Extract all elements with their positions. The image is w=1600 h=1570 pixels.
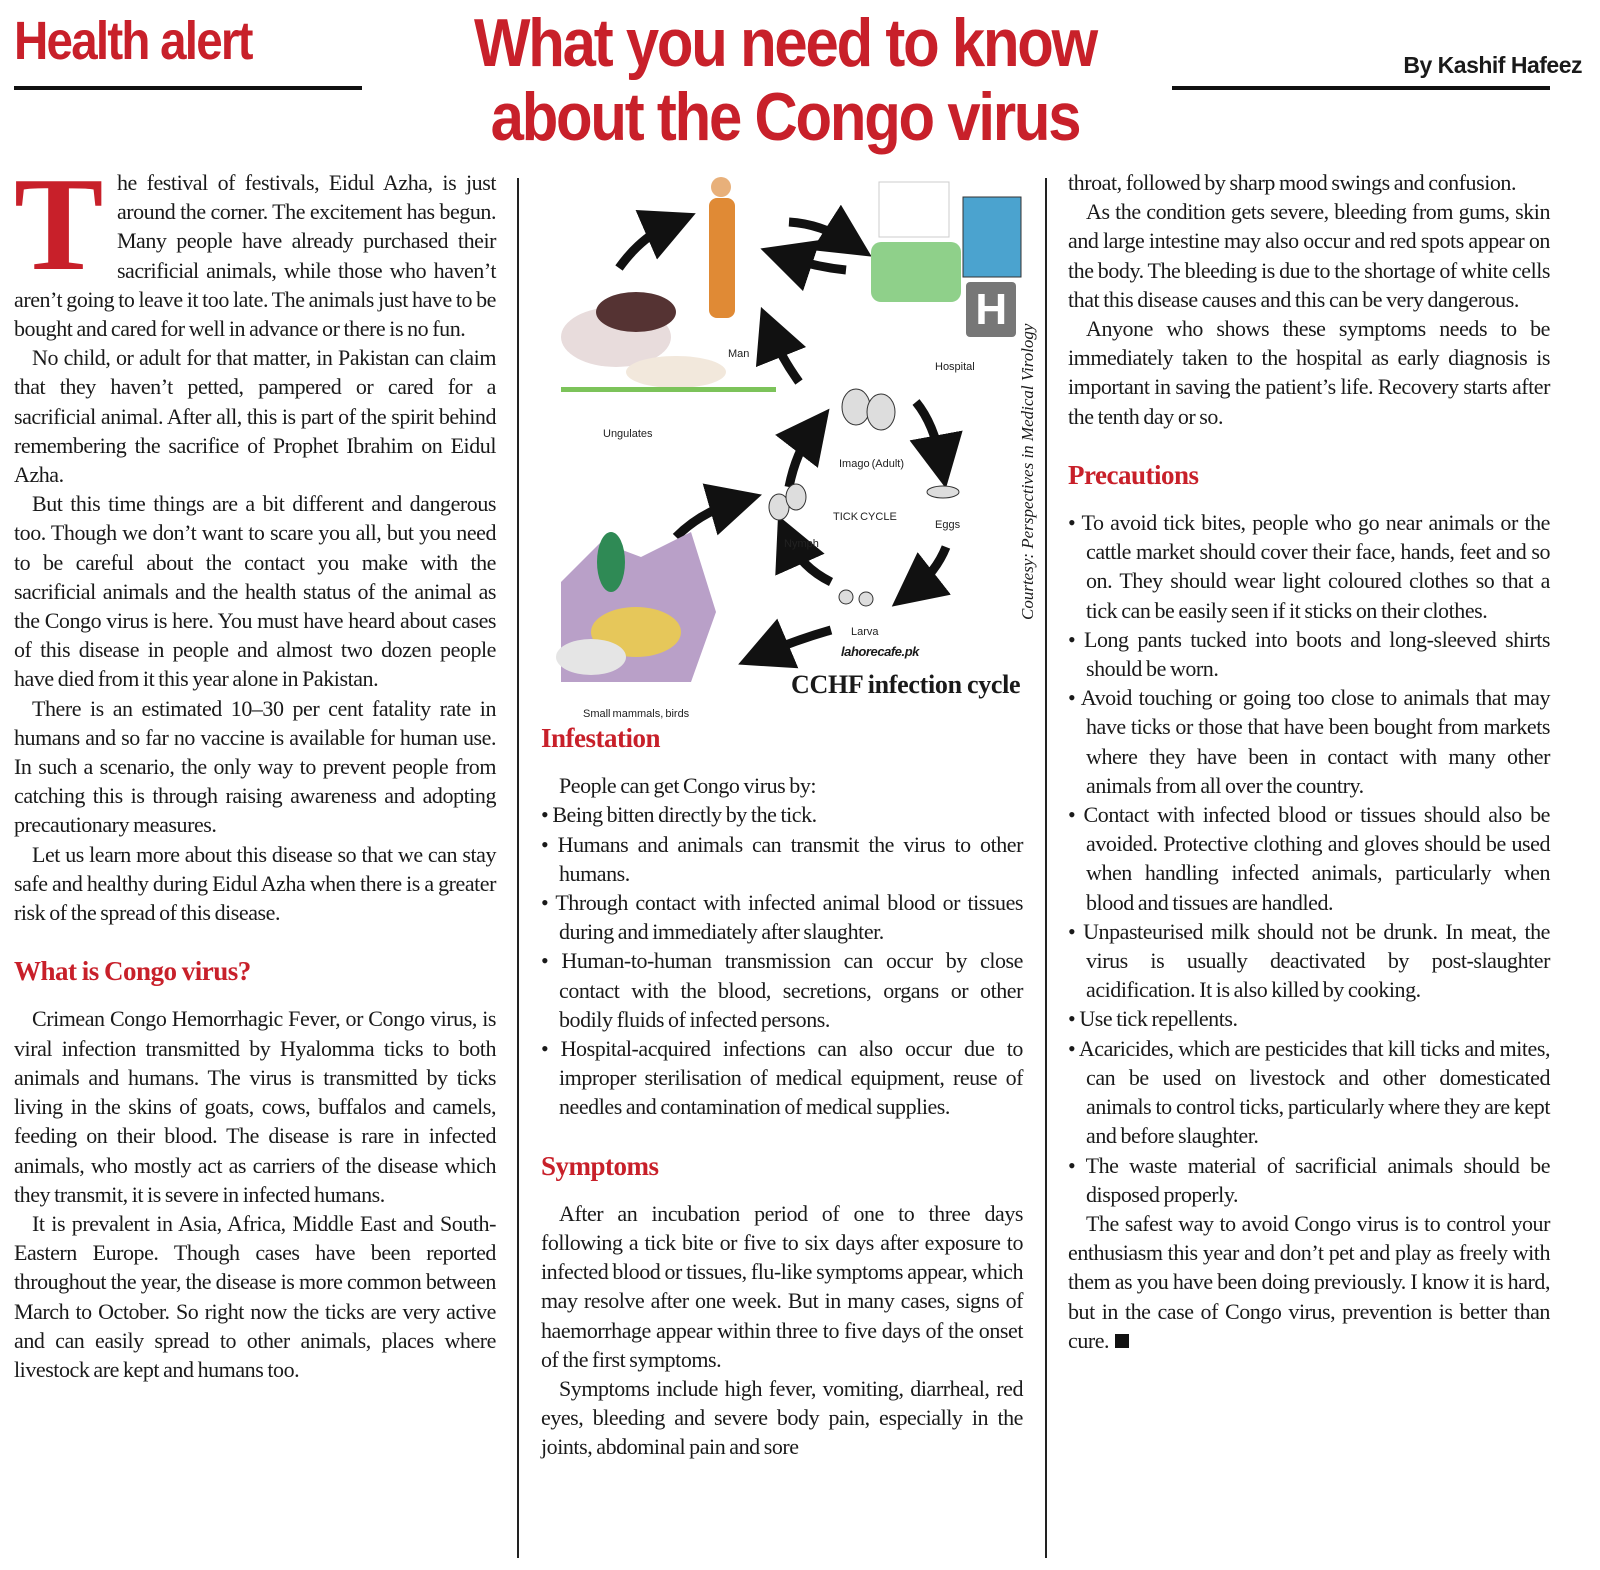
- list-item: • Humans and animals can transmit the virus to other humans.: [541, 830, 1023, 888]
- column-3: [1068, 168, 1550, 1355]
- label-man: Man: [728, 348, 750, 360]
- paragraph: Symptoms include high fever, vomiting, diarrheal, red eyes, bleeding and severe body pain, especially in the joints, abdominal pain and sore: [541, 1376, 1023, 1460]
- subheading-symptoms: Symptoms: [541, 1150, 659, 1181]
- paragraph: As the condition gets severe, bleeding from gums, skin and large intestine may also occur and red spots appear on the body. The bleeding is due to the shortage of white cells that this disease causes and this can be very dangerous.: [1068, 199, 1550, 312]
- column-divider: [517, 178, 519, 1558]
- list-item: • Contact with infected blood or tissues should also be avoided. Protective clothing and gloves should be used when handling infected animals, particularly when blood and tissues are handled.: [1068, 800, 1550, 917]
- label-imago: Imago (Adult): [839, 458, 905, 470]
- label-small-mammals: Small mammals, birds: [583, 708, 690, 720]
- paragraph: throat, followed by sharp mood swings and confusion.: [1068, 170, 1517, 195]
- headline-line1: What you need to know: [473, 5, 1096, 81]
- paragraph: Anyone who shows these symptoms needs to be immediately taken to the hospital as early diagnosis is important in saving the patient’s life. Recovery starts after the tenth day or so.: [1068, 316, 1550, 429]
- list-item: • Through contact with infected animal blood or tissues during and immediately after slaughter.: [541, 888, 1023, 946]
- watermark: lahorecafe.pk: [841, 644, 919, 659]
- closing-paragraph: The safest way to avoid Congo virus is to control your enthusiasm this year and don’t pet and play as freely with them as you have been doing previously. I know it is hard, but in the case of Congo virus, prevention is better than cure.: [1068, 1210, 1550, 1353]
- hospital-figure: [871, 182, 1021, 337]
- svg-text:H: H: [975, 285, 1007, 334]
- subheading-precautions: Precautions: [1068, 459, 1199, 490]
- list-item: • Use tick repellents.: [1068, 1004, 1550, 1033]
- headline-line2: about the Congo virus: [490, 79, 1080, 155]
- byline: By Kashif Hafeez: [1403, 52, 1582, 78]
- list-item: • Acaricides, which are pesticides that kill ticks and mites, can be used on livestock and other domesticated animals to control ticks, particularly where they are kept and before slaughter.: [1068, 1034, 1550, 1151]
- byline-rule: [1172, 86, 1550, 90]
- list-item: • Being bitten directly by the tick.: [541, 800, 1023, 829]
- subheading-infestation: Infestation: [541, 723, 661, 753]
- list-item: • Avoid touching or going too close to animals that may have ticks or those that have been bought from markets where they have been in contact with many other animals from all over the country.: [1068, 683, 1550, 800]
- label-ungulates: Ungulates: [603, 428, 653, 440]
- column-1: [14, 150, 496, 1384]
- paragraph: After an incubation period of one to three days following a tick bite or five to six days after exposure to infected blood or tissues, flu-like symptoms appear, which may resolve after one week. But in many cases, signs of haemorrhage appear within three to five days of the onset of the first symptoms.: [541, 1200, 1023, 1372]
- label-hospital: Hospital: [935, 361, 975, 373]
- small-mammals-figure: [556, 532, 716, 682]
- infestation-list: [541, 800, 1023, 1121]
- paragraph: There is an estimated 10–30 per cent fatality rate in humans and so far no vaccine is available for human use. In such a scenario, the only way to prevent people from catching this is through raising awareness and adopting precautionary measures.: [14, 695, 496, 838]
- precautions-list: [1068, 508, 1550, 1209]
- label-tick-cycle: TICK CYCLE: [833, 511, 897, 523]
- paragraph: It is prevalent in Asia, Africa, Middle East and South-Eastern Europe. Though cases have been reported throughout the year, the disease is more common between March to October. So right now the ticks are very active and can easily spread to other animals, places where livestock are kept and humans too.: [14, 1210, 496, 1382]
- image-credit: Courtesy: Perspectives in Medical Virology: [1018, 323, 1037, 620]
- list-item: • Hospital-acquired infections can also occur due to improper sterilisation of medical equipment, reuse of needles and contamination of medical supplies.: [541, 1034, 1023, 1122]
- paragraph: Crimean Congo Hemorrhagic Fever, or Congo virus, is viral infection transmitted by Hyalomma ticks to both animals and humans. The virus is transmitted by ticks living in the skins of goats, cows, buffalos and camels, feeding on their blood. The disease is rare in infected animals, who mostly act as carriers of the disease which they transmit, it is severe in infected humans.: [14, 1006, 496, 1207]
- list-item: • Unpasteurised milk should not be drunk. In meat, the virus is usually deactivated by post-slaughter acidification. It is also killed by cooking.: [1068, 917, 1550, 1005]
- paragraph: No child, or adult for that matter, in Pakistan can claim that they haven’t petted, pampered or cared for a sacrificial animal. After all, this is part of the spirit behind remembering the sacrifice of Prophet Ibrahim on Eidul Azha.: [14, 345, 496, 488]
- label-nymph: Nymph: [784, 538, 819, 550]
- list-item: • The waste material of sacrificial animals should be disposed properly.: [1068, 1151, 1550, 1209]
- infection-cycle-diagram: [541, 162, 1041, 722]
- drop-cap: T: [14, 150, 103, 298]
- list-item: • To avoid tick bites, people who go near animals or the cattle market should cover their face, hands, feet and so on. They should wear light coloured clothes so that a tick can be easily seen if it sticks on their clothes.: [1068, 508, 1550, 625]
- end-mark-icon: [1115, 1334, 1129, 1348]
- headline: [400, 6, 1170, 154]
- column-2: [541, 162, 1023, 1462]
- paragraph: But this time things are a bit different and dangerous too. Though we don’t want to scare you all, but you need to be careful about the contact you make with the sacrificial animals and the health status of the animal as the Congo virus is here. You must have heard about cases of this disease in people and almost two dozen people have died from it this year alone in Pakistan.: [14, 491, 496, 692]
- list-item: • Long pants tucked into boots and long-sleeved shirts should be worn.: [1068, 625, 1550, 683]
- paragraph: Let us learn more about this disease so that we can stay safe and healthy during Eidul Azha when there is a greater risk of the spread of this disease.: [14, 841, 496, 926]
- column-divider: [1045, 178, 1047, 1558]
- list-item: • Human-to-human transmission can occur by close contact with the blood, secretions, organs or other bodily fluids of infected persons.: [541, 946, 1023, 1034]
- label-eggs: Eggs: [935, 519, 961, 531]
- section-kicker: Health alert: [14, 11, 252, 71]
- intro-paragraph: The festival of festivals, Eidul Azha, is just around the corner. The excitement has begun. Many people have already purchased their sacrificial animals, while those who haven’t aren’t going to leave it too late. The animals just have to be bought and cared for well in advance or there is no fun.: [14, 150, 496, 342]
- label-larva: Larva: [851, 626, 879, 638]
- diagram-caption: CCHF infection cycle: [791, 670, 1021, 699]
- paragraph: People can get Congo virus by:: [559, 773, 817, 799]
- subheading-what-is: What is Congo virus?: [14, 956, 251, 987]
- kicker-rule: [14, 86, 362, 90]
- man-figure: [709, 177, 735, 318]
